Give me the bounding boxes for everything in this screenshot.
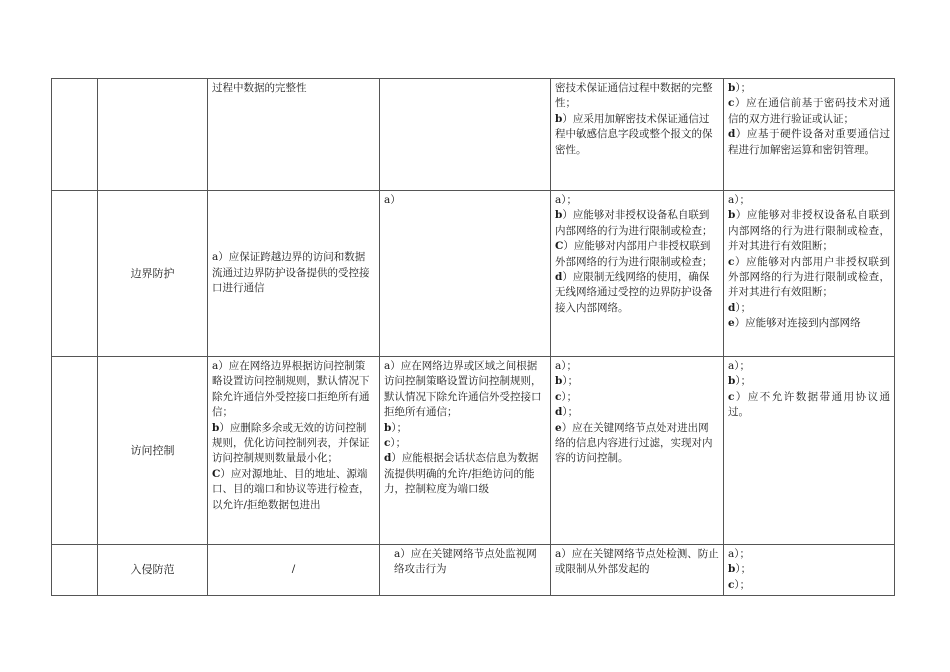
requirement-item: C）应对源地址、目的地址、源端口、目的端口和协议等进行检查，以允许/拒绝数据包进出: [212, 467, 370, 511]
requirement-item: a）应在关键网络节点处监视网络攻击行为: [394, 548, 537, 576]
requirement-cell-1: [208, 191, 380, 357]
requirement-cell-2: [380, 191, 551, 357]
category-cell: [98, 545, 208, 596]
category-cell: [98, 191, 208, 357]
requirement-item: /: [291, 563, 296, 576]
requirement-item: b）；: [728, 563, 752, 576]
requirement-item: c）；: [384, 437, 407, 450]
requirement-item: b）应能够对非授权设备私自联到内部网络的行为进行限制或检查，并对其进行有效阻断；: [728, 209, 890, 253]
category-cell: [98, 357, 208, 545]
requirement-item: e）应在关键网络节点处对进出网络的信息内容进行过滤，实现对内容的访问控制。: [555, 421, 713, 465]
requirement-item: a）应在网络边界根据访问控制策略设置访问控制规则，默认情况下除允许通信外受控接口拒绝所有通信；: [212, 360, 370, 419]
requirement-item: a）应在关键网络节点处检测、防止或限制从外部发起的: [555, 548, 719, 576]
requirement-item: c）应在通信前基于密码技术对通信的双方进行验证或认证；: [728, 97, 890, 125]
requirement-item: 密技术保证通信过程中数据的完整性；: [555, 82, 713, 110]
requirement-item: d）应基于硬件设备对重要通信过程进行加解密运算和密钥管理。: [728, 128, 890, 156]
requirement-cell-2: [380, 79, 551, 191]
requirement-cell-4: [724, 79, 895, 191]
requirement-item: a）；: [728, 194, 751, 206]
table-row: [52, 191, 895, 357]
requirement-item: b）；: [728, 375, 752, 388]
requirement-item: b）应删除多余或无效的访问控制规则，优化访问控制列表，并保证访问控制规则数量最小化；: [212, 421, 370, 465]
requirement-item: a）；: [555, 194, 578, 206]
requirement-cell-3: [551, 357, 724, 545]
requirement-item: d）；: [555, 406, 579, 419]
requirement-cell-2: [380, 545, 551, 596]
table-row: [52, 357, 895, 545]
requirement-item: b）；: [555, 375, 579, 388]
requirement-item: b）应采用加解密技术保证通信过程中敏感信息字段或整个报文的保密性。: [555, 112, 713, 156]
category-label: 访问控制: [130, 443, 175, 457]
category-label: 边界防护: [130, 266, 175, 280]
requirement-cell-3: [551, 79, 724, 191]
requirement-item: d）应能根据会话状态信息为数据流提供明确的允许/拒绝访问的能力，控制粒度为端口级: [384, 452, 539, 496]
table-row: [52, 545, 895, 596]
requirement-item: b）；: [384, 421, 408, 434]
requirement-item: d）；: [728, 301, 752, 314]
requirement-cell-2: [380, 357, 551, 545]
requirement-cell-3: [551, 191, 724, 357]
category-cell: [98, 79, 208, 191]
blank-cell: [52, 357, 98, 545]
requirement-item: a）: [384, 194, 401, 206]
requirement-item: b）；: [728, 82, 752, 94]
requirement-cell-4: [724, 357, 895, 545]
table-body: [52, 79, 895, 596]
requirement-cell-1: [208, 545, 380, 596]
requirement-item: b）应能够对非授权设备私自联到内部网络的行为进行限制或检查；: [555, 209, 713, 237]
requirement-item: C）应能够对内部用户非授权联到外部网络的行为进行限制或检查；: [555, 240, 713, 268]
requirement-item: c）；: [728, 578, 751, 591]
table-row: [52, 79, 895, 191]
requirement-item: 过程中数据的完整性: [212, 82, 307, 94]
requirement-item: a）；: [555, 360, 578, 372]
requirement-item: c）；: [555, 390, 578, 403]
requirement-cell-4: [724, 191, 895, 357]
requirement-cell-1: [208, 79, 380, 191]
requirement-cell-3: [551, 545, 724, 596]
blank-cell: [52, 191, 98, 357]
blank-cell: [52, 545, 98, 596]
requirement-cell-1: [208, 357, 380, 545]
requirement-item: d）应限制无线网络的使用，确保无线网络通过受控的边界防护设备接入内部网络。: [555, 271, 713, 314]
requirement-item: c）应能够对内部用户非授权联到外部网络的行为进行限制或检查，并对其进行有效阻断；: [728, 255, 890, 299]
category-label: 入侵防范: [130, 563, 175, 577]
security-requirements-table: [51, 78, 895, 596]
requirement-cell-4: [724, 545, 895, 596]
requirement-item: a）；: [728, 360, 751, 372]
requirement-item: c）应不允许数据带通用协议通过。: [728, 390, 890, 419]
requirement-item: a）应在网络边界或区域之间根据访问控制策略设置访问控制规则，默认情况下除允许通信外受控接口拒绝所有通信；: [384, 360, 542, 419]
requirement-item: e）应能够对连接到内部网络: [728, 317, 861, 330]
blank-cell: [52, 79, 98, 191]
requirement-item: a）应保证跨越边界的访问和数据流通过边界防护设备提供的受控接口进行通信: [212, 251, 370, 295]
requirement-item: a）；: [728, 548, 751, 560]
